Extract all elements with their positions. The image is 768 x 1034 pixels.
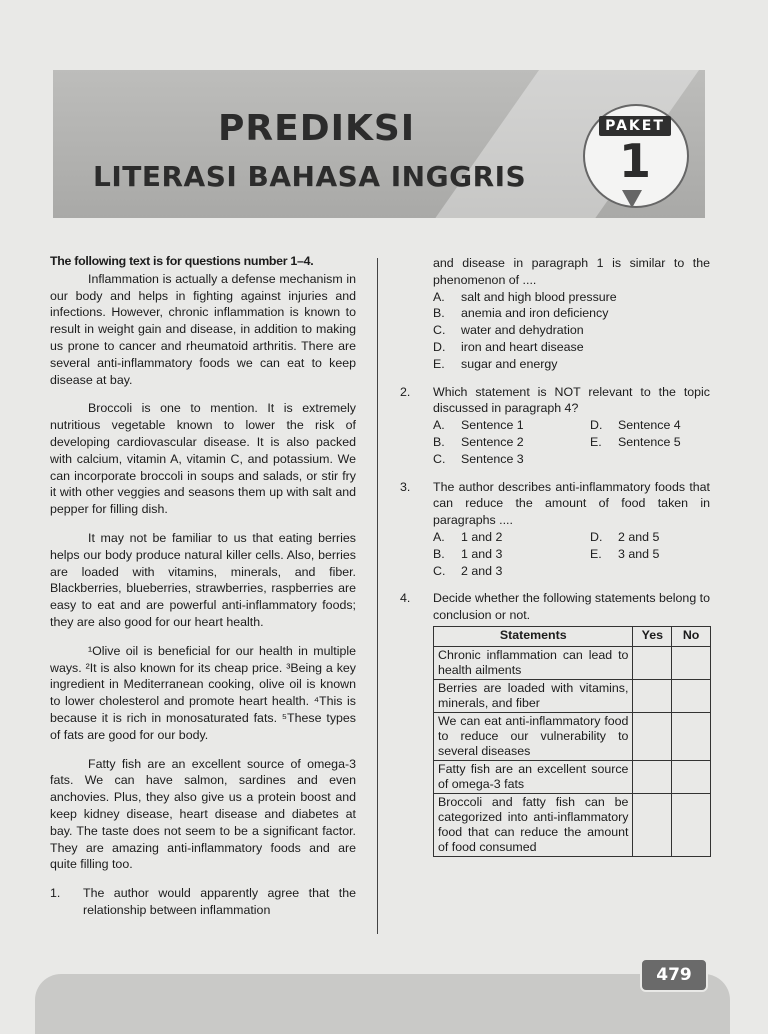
question-2 <box>400 384 710 418</box>
question-4 <box>400 590 710 624</box>
yes-cell[interactable] <box>633 712 672 760</box>
bubble-tail <box>622 190 642 208</box>
table-row <box>434 760 711 793</box>
question-text: Decide whether the following statements belong to conclusion or not. <box>433 591 710 623</box>
no-cell[interactable] <box>672 760 711 793</box>
statement-cell: Fatty fish are an excellent source of omega-3 fats <box>434 760 633 793</box>
option-d[interactable]: D. 2 and 5 <box>590 529 660 544</box>
reading-intro: The following text is for questions number 1–4. <box>50 254 314 268</box>
page-title: PREDIKSI <box>218 108 416 149</box>
statements-table <box>433 626 711 857</box>
option-d[interactable]: D. Sentence 4 <box>590 418 681 433</box>
question-number: 4. <box>400 591 411 606</box>
question-2-options <box>433 417 710 467</box>
table-row <box>434 646 711 679</box>
paragraph-4: ¹Olive oil is beneficial for our health in multiple ways. ²It is also known for its cheap price. ³Being a key ingredient in Mediterranean cooking, olive oil is known to lower cholesterol and promote heart health. ⁴This is because it is rich in monosaturated fats. ⁵These types of fats are good for our body. <box>50 643 356 742</box>
question-3 <box>400 479 710 529</box>
question-number: 1. <box>50 886 61 901</box>
question-text: The author describes anti-inflammatory foods that can reduce the amount of food taken in paragraphs .... <box>433 479 710 528</box>
paragraph-2: Broccoli is one to mention. It is extremely nutritious vegetable known to lower the risk of developing cardiovascular disease. It is also packed with calcium, vitamin A, vitamin C, and potassium. We can incorporate broccoli in soups and salads, or stir fry it with other veggies and seasons them up with salt and pepper for filling dish. <box>50 401 356 517</box>
no-cell[interactable] <box>672 679 711 712</box>
right-column <box>400 255 710 857</box>
paragraph-3: It may not be familiar to us that eating berries helps our body produce natural killer cells. Also, berries are loaded with vitamins, minerals, and fiber. Blackberries, blueberries, strawberries, raspberries are easy to eat and are powerful anti-inflammatory foods; they are also good for our heart health. <box>50 530 356 629</box>
statement-cell: Berries are loaded with vitamins, minerals, and fiber <box>434 679 633 712</box>
paragraph-1: Inflammation is actually a defense mechanism in our body and helps in fighting against injuries and infections. However, chronic inflammation is known to result in weight gain and disease, in addition to making us prone to cancer and rheumatoid arthritis. There are several anti-inflammatory foods we can eat to keep disease at bay. <box>50 271 356 387</box>
left-column <box>50 253 356 919</box>
question-number: 3. <box>400 479 411 494</box>
table-row <box>434 712 711 760</box>
question-text: The author would apparently agree that the relationship between inflammation <box>83 886 356 917</box>
no-cell[interactable] <box>672 712 711 760</box>
option-e[interactable]: E. Sentence 5 <box>590 434 681 449</box>
option-b[interactable]: B. 1 and 3 <box>433 546 503 561</box>
page-subtitle: LITERASI BAHASA INGGRIS <box>93 160 527 193</box>
yes-cell[interactable] <box>633 793 672 856</box>
yes-cell[interactable] <box>633 646 672 679</box>
question-3-options <box>433 529 710 579</box>
paragraph-5: Fatty fish are an excellent source of omega-3 fats. We can have salmon, sardines and even anchovies. Plus, they also give us a protein boost and keep kidney disease, heart disease and diabetes at bay. The taste does not seem to be a significant factor. They are amazing anti-inflammatory foods and are quite filling too. <box>50 756 356 872</box>
no-cell[interactable] <box>672 793 711 856</box>
option-c[interactable]: C. Sentence 3 <box>433 451 524 466</box>
table-row <box>434 793 711 856</box>
option-c[interactable]: C. water and dehydration <box>433 323 584 338</box>
no-cell[interactable] <box>672 646 711 679</box>
table-row <box>434 679 711 712</box>
header-no: No <box>672 626 711 646</box>
paket-label: PAKET <box>599 116 671 136</box>
yes-cell[interactable] <box>633 679 672 712</box>
table-header-row <box>434 626 711 646</box>
header-statements: Statements <box>434 626 633 646</box>
option-a[interactable]: A. Sentence 1 <box>433 418 524 433</box>
option-b[interactable]: B. anemia and iron deficiency <box>433 306 609 321</box>
header-yes: Yes <box>633 626 672 646</box>
page-number: 479 <box>640 958 708 992</box>
statement-cell: Broccoli and fatty fish can be categorized into anti-inflammatory food that can reduce the amount of food consumed <box>434 793 633 856</box>
option-d[interactable]: D. iron and heart disease <box>433 339 584 354</box>
option-a[interactable]: A. 1 and 2 <box>433 529 503 544</box>
yes-cell[interactable] <box>633 760 672 793</box>
statement-cell: Chronic inflammation can lead to health ailments <box>434 646 633 679</box>
option-c[interactable]: C. 2 and 3 <box>433 563 503 578</box>
question-1-options <box>433 289 710 373</box>
column-divider <box>377 258 378 934</box>
option-e[interactable]: E. sugar and energy <box>433 356 558 371</box>
option-e[interactable]: E. 3 and 5 <box>590 546 660 561</box>
question-1-continued: and disease in paragraph 1 is similar to the phenomenon of .... <box>433 256 710 287</box>
option-a[interactable]: A. salt and high blood pressure <box>433 289 617 304</box>
question-1 <box>50 885 356 919</box>
statement-cell: We can eat anti-inflammatory food to reduce our vulnerability to several diseases <box>434 712 633 760</box>
footer-bar <box>35 974 730 1034</box>
paket-number: 1 <box>618 134 651 188</box>
option-b[interactable]: B. Sentence 2 <box>433 434 524 449</box>
question-number: 2. <box>400 384 411 399</box>
question-text: Which statement is NOT relevant to the topic discussed in paragraph 4? <box>433 384 710 416</box>
